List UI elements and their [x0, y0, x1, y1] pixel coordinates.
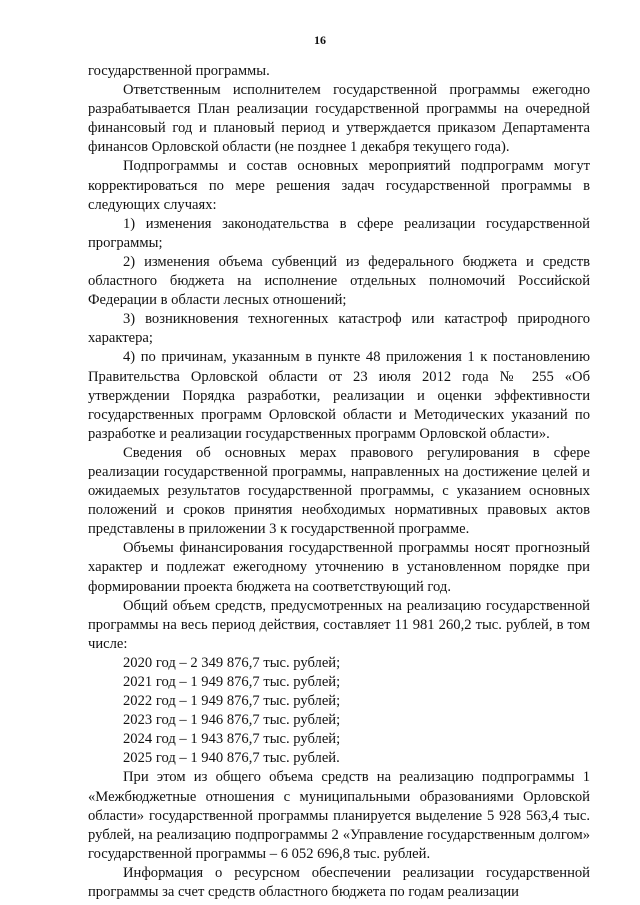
paragraph: Подпрограммы и состав основных мероприятий подпрограмм могут корректироваться по мере решения задач государственной программы в следующих случаях:: [88, 158, 590, 213]
list-item: 2) изменения объема субвенций из федерального бюджета и средств областного бюджета на исполнение отдельных полномочий Российской Федерации в области лесных отношений;: [88, 253, 590, 309]
paragraph: Сведения об основных мерах правового регулирования в сфере реализации государственной программы, направленных на достижение целей и ожидаемых результатов государственной программы, с указанием основных положений и сроков принятия необходимых нормативных правовых актов представлены в приложении 3 к государственной программе.: [88, 444, 590, 538]
funding-year-line: 2021 год – 1 949 876,7 тыс. рублей;: [123, 674, 341, 690]
page-number: 16: [314, 33, 326, 47]
funding-by-year-list: [88, 654, 590, 769]
list-item: 3) возникновения техногенных катастроф или катастроф природного характера;: [88, 311, 590, 347]
paragraph: Объемы финансирования государственной программы носят прогнозный характер и подлежат ежегодному уточнению в установленном порядке при формировании проекта бюджета на соответствующий год.: [88, 540, 590, 595]
funding-year-line: 2020 год – 2 349 876,7 тыс. рублей;: [123, 654, 341, 671]
funding-year-line: 2023 год – 1 946 876,7 тыс. рублей;: [123, 712, 341, 729]
paragraph: Общий объем средств, предусмотренных на реализацию государственной программы на весь период действия, составляет 11 981 260,2 тыс. рублей, в том числе:: [88, 597, 590, 652]
funding-year-line: 2025 год – 1 940 876,7 тыс. рублей.: [123, 750, 340, 767]
list-item: 1) изменения законодательства в сфере реализации государственной программы;: [88, 215, 590, 251]
paragraph: Информация о ресурсном обеспечении реализации государственной программы за счет средств областного бюджета по годам реализации: [88, 864, 590, 901]
list-item: 4) по причинам, указанным в пункте 48 приложения 1 к постановлению Правительства Орловской области от 23 июля 2012 года № 255 «Об утверждении Порядка разработки, реализации и оценки эффективности государственных программ Орловской области и Методических указаний по разработке и реализации государственных программ Орловской области».: [88, 349, 590, 442]
funding-year-line: 2022 год – 1 949 876,7 тыс. рублей;: [123, 693, 341, 710]
document-body: [88, 62, 590, 902]
paragraph: При этом из общего объема средств на реализацию подпрограммы 1 «Межбюджетные отношения с муниципальными образованиями Орловской области» государственной программы планируется выделение 5 928 563,4 тыс. рублей, на реализацию подпрограммы 2 «Управление государственным долгом» государственной программы – 6 052 696,8 тыс. рублей.: [88, 769, 590, 862]
funding-year-line: 2024 год – 1 943 876,7 тыс. рублей;: [123, 731, 341, 748]
paragraph: Ответственным исполнителем государственной программы ежегодно разрабатывается План реализации государственной программы на очередной финансовый год и плановый период и утверждается приказом Департамента финансов Орловской области (не позднее 1 декабря текущего года).: [88, 82, 590, 156]
paragraph-continuation: государственной программы.: [88, 63, 270, 79]
